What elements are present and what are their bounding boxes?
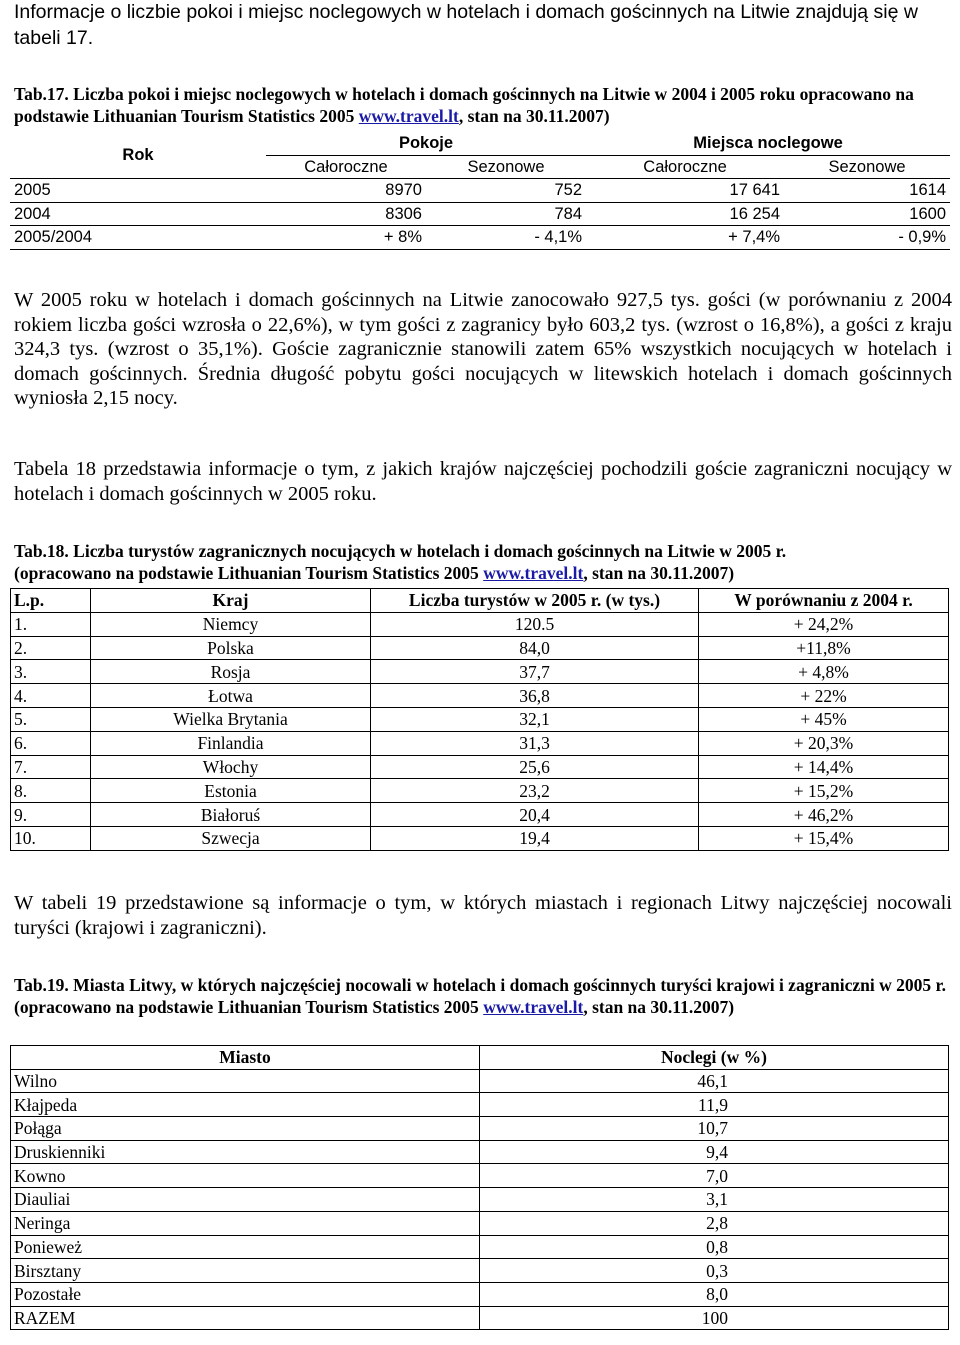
table-cell: Szwecja bbox=[91, 826, 371, 850]
tab19-header-miasto: Miasto bbox=[11, 1046, 480, 1070]
table-cell: + 20,3% bbox=[699, 731, 949, 755]
tab19-header-noclegi: Noclegi (w %) bbox=[480, 1046, 949, 1070]
tab19-caption-link[interactable]: www.travel.lt bbox=[483, 997, 584, 1017]
table-row bbox=[11, 1093, 949, 1117]
table-cell: 23,2 bbox=[371, 779, 699, 803]
table-cell: 7. bbox=[11, 755, 91, 779]
table-row bbox=[11, 1164, 949, 1188]
tab17-header-miejsca: Miejsca noclegowe bbox=[586, 132, 950, 155]
table-cell: 2005 bbox=[10, 179, 266, 203]
table-cell: 1614 bbox=[784, 179, 950, 203]
table-cell: + 24,2% bbox=[699, 612, 949, 636]
table-row bbox=[11, 1117, 949, 1141]
table-cell: 3,1 bbox=[480, 1188, 949, 1212]
table-17 bbox=[10, 132, 950, 250]
table-cell: - 4,1% bbox=[426, 226, 586, 250]
table-18 bbox=[10, 588, 949, 851]
table-cell: 36,8 bbox=[371, 684, 699, 708]
table-cell: + 4,8% bbox=[699, 660, 949, 684]
table-cell: 0,3 bbox=[480, 1259, 949, 1283]
table-cell: 20,4 bbox=[371, 803, 699, 827]
table-cell: 9,4 bbox=[480, 1140, 949, 1164]
tab17-caption-end: , stan na 30.11.2007) bbox=[458, 106, 610, 126]
table-row bbox=[11, 779, 949, 803]
table-cell: 8306 bbox=[266, 202, 426, 226]
table-cell: Neringa bbox=[11, 1211, 480, 1235]
table-cell: 9. bbox=[11, 803, 91, 827]
tab18-header-liczba: Liczba turystów w 2005 r. (w tys.) bbox=[371, 589, 699, 613]
table-row bbox=[11, 1306, 949, 1330]
table-cell: 17 641 bbox=[586, 179, 784, 203]
table-cell: Rosja bbox=[91, 660, 371, 684]
table-cell: Ponieweż bbox=[11, 1235, 480, 1259]
table-cell: 752 bbox=[426, 179, 586, 203]
table-cell: + 7,4% bbox=[586, 226, 784, 250]
table-cell: 16 254 bbox=[586, 202, 784, 226]
table-cell: + 15,2% bbox=[699, 779, 949, 803]
tab17-subheader: Całoroczne bbox=[304, 157, 388, 176]
table-cell: 10. bbox=[11, 826, 91, 850]
table-cell: 8970 bbox=[266, 179, 426, 203]
table-19 bbox=[10, 1045, 949, 1330]
table-cell: Estonia bbox=[91, 779, 371, 803]
table-row bbox=[11, 660, 949, 684]
table-cell: 1600 bbox=[784, 202, 950, 226]
table-cell: 46,1 bbox=[480, 1069, 949, 1093]
table-cell: 120.5 bbox=[371, 612, 699, 636]
table-cell: + 22% bbox=[699, 684, 949, 708]
table-cell: + 46,2% bbox=[699, 803, 949, 827]
tab19-caption-end: , stan na 30.11.2007) bbox=[583, 997, 735, 1017]
tab19-caption bbox=[14, 974, 952, 1018]
table-cell: RAZEM bbox=[11, 1306, 480, 1330]
tab19-caption-text: Tab.19. Miasta Litwy, w których najczęściej nocowali w hotelach i domach gościnnych turyści krajowi i zagraniczni w 2005 r. (opracowano na podstawie Lithuanian Tourism Statistics 2005 bbox=[14, 975, 946, 1017]
tab17-subheader: Całoroczne bbox=[643, 157, 727, 176]
table-row bbox=[11, 826, 949, 850]
table-cell: Diauliai bbox=[11, 1188, 480, 1212]
table-cell: Wielka Brytania bbox=[91, 707, 371, 731]
table-row bbox=[11, 1235, 949, 1259]
table-cell: - 0,9% bbox=[784, 226, 950, 250]
table-row bbox=[11, 755, 949, 779]
table-cell: + 14,4% bbox=[699, 755, 949, 779]
table-cell: Finlandia bbox=[91, 731, 371, 755]
table-cell: 2005/2004 bbox=[10, 226, 266, 250]
table-cell: Białoruś bbox=[91, 803, 371, 827]
table-row bbox=[11, 612, 949, 636]
table-cell: 7,0 bbox=[480, 1164, 949, 1188]
table-cell: Kowno bbox=[11, 1164, 480, 1188]
tab18-header-porownanie: W porównaniu z 2004 r. bbox=[699, 589, 949, 613]
table-cell: + 8% bbox=[266, 226, 426, 250]
tab18-header-lp: L.p. bbox=[11, 589, 91, 613]
table-cell: 4. bbox=[11, 684, 91, 708]
table-cell: Wilno bbox=[11, 1069, 480, 1093]
table-cell: Birsztany bbox=[11, 1259, 480, 1283]
paragraph-guests-2005: W 2005 roku w hotelach i domach gościnnych na Litwie zanocowało 927,5 tys. gości (w porównaniu z 2004 rokiem liczba gości wzrosła o 22,6%), w tym gości z zagranicy było 603,2 tys. (wzrost o 16,8%), a gości z kraju 324,3 tys. (wzrost o 35,1%). Goście zagranicznie stanowili zatem 65% wszystkich nocujących w hotelach i domach gościnnych. Średnia długość pobytu gości nocujących w litewskich hotelach i domach gościnnych wyniosła 2,15 nocy. bbox=[14, 289, 952, 409]
table-row bbox=[11, 1211, 949, 1235]
table-cell: 3. bbox=[11, 660, 91, 684]
tab17-subheader: Sezonowe bbox=[828, 157, 906, 176]
table-row bbox=[11, 707, 949, 731]
tab18-caption-link[interactable]: www.travel.lt bbox=[483, 563, 584, 583]
paragraph-table18-intro: Tabela 18 przedstawia informacje o tym, z jakich krajów najczęściej pochodzili goście zagraniczni nocujący w hotelach i domach gościnnych w 2005 roku. bbox=[14, 458, 952, 505]
table-cell: 11,9 bbox=[480, 1093, 949, 1117]
table-row bbox=[11, 1259, 949, 1283]
table-cell: 100 bbox=[480, 1306, 949, 1330]
tab17-header-pokoje: Pokoje bbox=[266, 132, 586, 155]
table-cell: Połąga bbox=[11, 1117, 480, 1141]
table-row bbox=[11, 636, 949, 660]
table-cell: 10,7 bbox=[480, 1117, 949, 1141]
paragraph-table19-intro: W tabeli 19 przedstawione są informacje o tym, w których miastach i regionach Litwy najczęściej nocowali turyści (krajowi i zagraniczni). bbox=[14, 892, 952, 939]
table-cell: Włochy bbox=[91, 755, 371, 779]
tab17-header-rok: Rok bbox=[122, 146, 154, 164]
table-cell: 84,0 bbox=[371, 636, 699, 660]
table-cell: 19,4 bbox=[371, 826, 699, 850]
table-row bbox=[10, 179, 950, 203]
table-cell: 784 bbox=[426, 202, 586, 226]
table-cell: 32,1 bbox=[371, 707, 699, 731]
table-row bbox=[11, 803, 949, 827]
table-cell: Kłajpeda bbox=[11, 1093, 480, 1117]
table-cell: 2,8 bbox=[480, 1211, 949, 1235]
tab17-subheader: Sezonowe bbox=[467, 157, 545, 176]
table-cell: 8,0 bbox=[480, 1282, 949, 1306]
tab18-caption bbox=[14, 540, 952, 584]
table-row bbox=[11, 1069, 949, 1093]
table-cell: 25,6 bbox=[371, 755, 699, 779]
table-cell: + 15,4% bbox=[699, 826, 949, 850]
table-cell: Łotwa bbox=[91, 684, 371, 708]
table-cell: 2004 bbox=[10, 202, 266, 226]
tab18-header-kraj: Kraj bbox=[91, 589, 371, 613]
table-cell: Polska bbox=[91, 636, 371, 660]
table-cell: 1. bbox=[11, 612, 91, 636]
table-cell: +11,8% bbox=[699, 636, 949, 660]
table-row bbox=[10, 226, 950, 250]
table-cell: 8. bbox=[11, 779, 91, 803]
tab17-caption-text: Tab.17. Liczba pokoi i miejsc noclegowych w hotelach i domach gościnnych na Litwie w 2004 i 2005 roku opracowano na podstawie Lithuanian Tourism Statistics 2005 bbox=[14, 84, 914, 126]
tab18-caption-line2: (opracowano na podstawie Lithuanian Tourism Statistics 2005 bbox=[14, 563, 484, 583]
tab17-caption-link[interactable]: www.travel.lt bbox=[358, 106, 459, 126]
table-cell: 37,7 bbox=[371, 660, 699, 684]
tab18-caption-line1: Tab.18. Liczba turystów zagranicznych nocujących w hotelach i domach gościnnych na Litwie w 2005 r. bbox=[14, 541, 787, 561]
table-cell: 5. bbox=[11, 707, 91, 731]
table-cell: 2. bbox=[11, 636, 91, 660]
table-cell: 0,8 bbox=[480, 1235, 949, 1259]
table-row bbox=[11, 684, 949, 708]
table-cell: Niemcy bbox=[91, 612, 371, 636]
tab18-caption-end: , stan na 30.11.2007) bbox=[583, 563, 735, 583]
table-row bbox=[11, 1282, 949, 1306]
intro-paragraph: Informacje o liczbie pokoi i miejsc noclegowych w hotelach i domach gościnnych na Litwie znajdują się w tabeli 17. bbox=[14, 1, 918, 49]
table-cell: + 45% bbox=[699, 707, 949, 731]
table-row bbox=[11, 1140, 949, 1164]
table-cell: 6. bbox=[11, 731, 91, 755]
table-row bbox=[11, 731, 949, 755]
table-row bbox=[11, 1188, 949, 1212]
table-row bbox=[10, 202, 950, 226]
table-cell: Druskienniki bbox=[11, 1140, 480, 1164]
tab17-caption bbox=[14, 83, 952, 127]
table-cell: 31,3 bbox=[371, 731, 699, 755]
table-cell: Pozostałe bbox=[11, 1282, 480, 1306]
